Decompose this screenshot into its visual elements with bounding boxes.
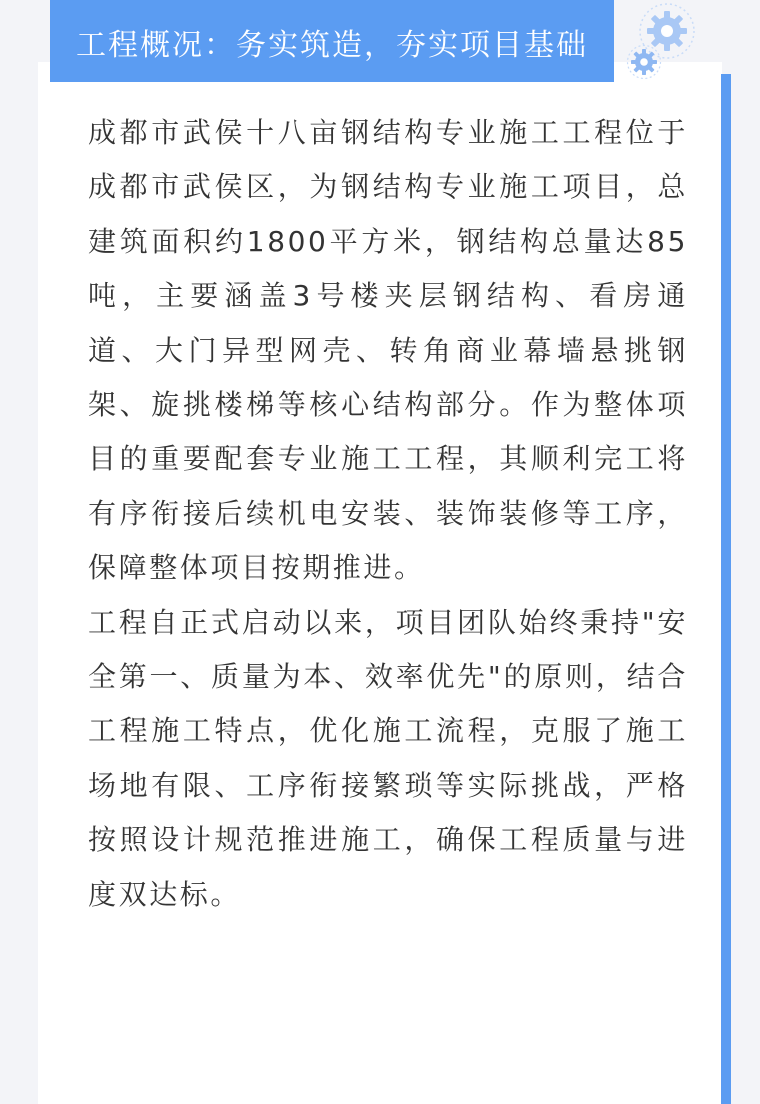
paragraph-project-overview: 成都市武侯十八亩钢结构专业施工工程位于成都市武侯区，为钢结构专业施工项目，总建筑面积约1800平方米，钢结构总量达85吨，主要涵盖3号楼夹层钢结构、看房通道、大门异型网壳、转角商业幕墙悬挑钢架、旋挑楼梯等核心结构部分。作为整体项目的重要配套专业施工工程，其顺利完工将有序衔接后续机电安装、装饰装修等工序，保障整体项目按期推进。	[88, 116, 688, 585]
section-title-banner	[50, 0, 614, 82]
accent-rail	[721, 74, 731, 1104]
section-title: 工程概况：务实筑造，夯实项目基础	[76, 28, 588, 63]
article-body	[88, 106, 688, 922]
paragraph-construction-progress: 工程自正式启动以来，项目团队始终秉持"安全第一、质量为本、效率优先"的原则，结合工程施工特点，优化施工流程，克服了施工场地有限、工序衔接繁琐等实际挑战，严格按照设计规范推进施工，确保工程质量与进度双达标。	[88, 605, 688, 911]
gear-icon	[626, 44, 662, 80]
